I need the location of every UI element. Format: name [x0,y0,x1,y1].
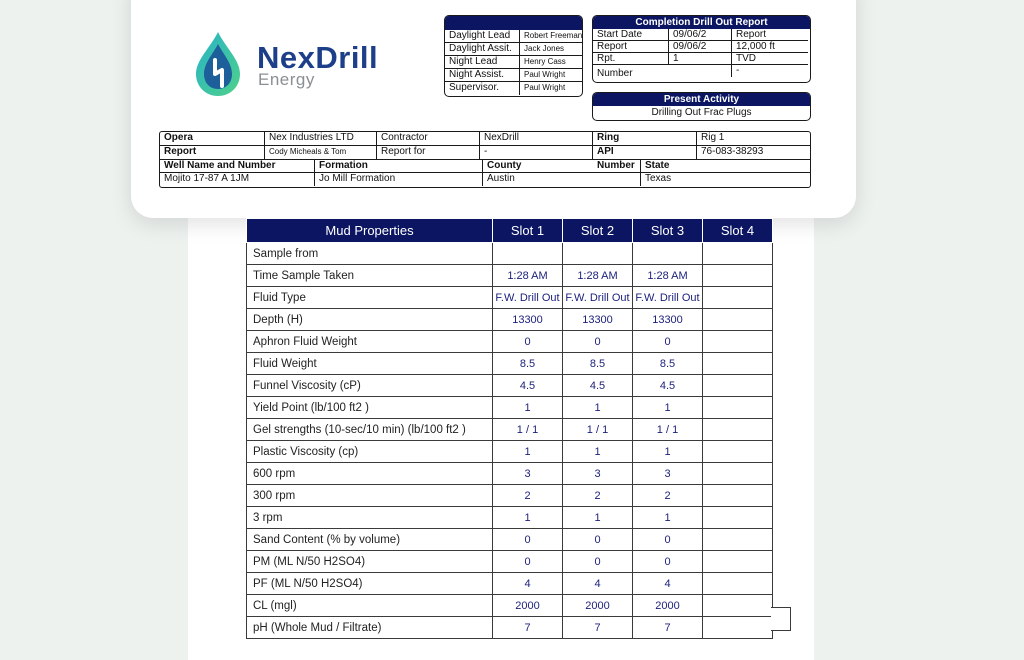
slot-2-value: 13300 [563,309,633,331]
slot-4-value [703,617,773,639]
slot-2-value: 1 / 1 [563,419,633,441]
crew-label: Night Lead [445,56,520,69]
info-label: Ring [593,132,697,146]
table-row [247,265,773,287]
activity-box [592,92,811,121]
slot-4-value [703,309,773,331]
activity-title: Present Activity [593,93,810,106]
slot-2-value [563,243,633,265]
slot-3-value: 4.5 [633,375,703,397]
info-value: - [480,146,593,160]
slot-2-value: 4 [563,573,633,595]
slot-4-value [703,507,773,529]
slot-4-value [703,529,773,551]
slot-3-value: 2 [633,485,703,507]
info-value: Cody Micheals & Tom [265,146,377,160]
slot-3-value: 0 [633,331,703,353]
slot-1-value: 0 [493,529,563,551]
info-value: NexDrill [480,132,593,146]
mud-property-label: pH (Whole Mud / Filtrate) [247,617,493,639]
info-label: Well Name and Number [160,160,315,173]
completion-value: 1 [669,53,732,65]
info-label: County [483,160,593,173]
table-row [247,419,773,441]
mud-properties-table [246,218,773,639]
slot-1-value: 1:28 AM [493,265,563,287]
slot-3-value [633,243,703,265]
slot-4-value [703,375,773,397]
slot-3-value: 2000 [633,595,703,617]
crew-label: Night Assist. [445,69,520,82]
slot-1-value: 4 [493,573,563,595]
slot-1-value: 2 [493,485,563,507]
slot-2-value: 0 [563,331,633,353]
completion-value: 09/06/2 [669,41,732,53]
slot-1-value: F.W. Drill Out [493,287,563,309]
slot-4-value [703,265,773,287]
table-row [247,441,773,463]
slot-3-value: 3 [633,463,703,485]
mud-header-row [247,219,773,243]
crew-value: Jack Jones [520,43,582,56]
slot-2-value: 1 [563,397,633,419]
slot-1-value: 1 [493,397,563,419]
info-label: Contractor [377,132,480,146]
table-row [247,529,773,551]
info-value: Texas [645,173,672,184]
info-label: Formation [315,160,483,173]
completion-label: Rpt. [593,53,669,65]
slot-1-value: 1 [493,441,563,463]
slot-4-value [703,595,773,617]
slot-1-value: 2000 [493,595,563,617]
slot-2-value: 1 [563,441,633,463]
mud-property-label: Aphron Fluid Weight [247,331,493,353]
crew-label: Daylight Lead [445,30,520,43]
mud-property-label: Funnel Viscosity (cP) [247,375,493,397]
slot-1-value: 0 [493,331,563,353]
table-row [247,595,773,617]
slot-3-value: 7 [633,617,703,639]
info-value: Jo Mill Formation [315,173,483,186]
info-label: State [641,160,810,173]
crew-value: Robert Freeman [520,30,582,43]
mud-property-label: Plastic Viscosity (cp) [247,441,493,463]
info-box [159,131,811,188]
slot-2-value: 2000 [563,595,633,617]
slot-4-value [703,397,773,419]
slot-3-value: 1 [633,507,703,529]
table-row [247,507,773,529]
slot-1-value: 3 [493,463,563,485]
slot-2-value: 0 [563,551,633,573]
brand-subtitle: Energy [258,70,315,89]
slot-3-value: 1 / 1 [633,419,703,441]
nexdrill-logo-icon [192,30,244,98]
slot-4-value [703,243,773,265]
info-label: API [593,146,697,160]
table-row [247,243,773,265]
slot-2-value: 0 [563,529,633,551]
completion-label: Number [597,68,633,77]
slot-4-value [703,463,773,485]
completion-title: Completion Drill Out Report [593,16,810,29]
crew-box [444,15,583,97]
info-label: Opera [160,132,265,146]
table-row [247,287,773,309]
table-row [247,331,773,353]
completion-box [592,15,811,83]
slot-2-value: 4.5 [563,375,633,397]
completion-value: - [736,65,740,76]
slot-1-value: 1 / 1 [493,419,563,441]
mud-header-cell: Mud Properties [247,219,493,243]
slot-4-value [703,573,773,595]
completion-value: 12,000 ft [732,41,808,53]
slot-3-value: 8.5 [633,353,703,375]
mud-property-label: CL (mgl) [247,595,493,617]
table-row [247,617,773,639]
slot-4-value [703,551,773,573]
crew-value: Paul Wright [520,69,582,82]
mud-header-cell: Slot 4 [703,219,773,243]
slot-1-value: 13300 [493,309,563,331]
activity-value: Drilling Out Frac Plugs [651,107,752,118]
mud-property-label: PF (ML N/50 H2SO4) [247,573,493,595]
info-value: Rig 1 [697,132,810,146]
slot-3-value: 1 [633,441,703,463]
mud-header-cell: Slot 3 [633,219,703,243]
info-label: Number [593,160,641,173]
table-row [247,551,773,573]
completion-value: 09/06/2 [669,29,732,41]
completion-label: TVD [732,53,808,65]
table-row [247,463,773,485]
slot-3-value: 13300 [633,309,703,331]
mud-property-label: 300 rpm [247,485,493,507]
mud-property-label: PM (ML N/50 H2SO4) [247,551,493,573]
mud-header-cell: Slot 2 [563,219,633,243]
info-label: Report [160,146,265,160]
overflow-cell [771,607,791,631]
slot-4-value [703,419,773,441]
slot-1-value: 1 [493,507,563,529]
mud-header-cell: Slot 1 [493,219,563,243]
crew-label: Supervisor. [445,82,520,95]
slot-4-value [703,287,773,309]
info-value: 76-083-38293 [697,146,810,160]
slot-1-value: 7 [493,617,563,639]
crew-value: Henry Cass [520,56,582,69]
slot-2-value: 2 [563,485,633,507]
mud-property-label: Yield Point (lb/100 ft2 ) [247,397,493,419]
slot-3-value: 0 [633,529,703,551]
slot-4-value [703,353,773,375]
info-value: Nex Industries LTD [265,132,377,146]
slot-2-value: 8.5 [563,353,633,375]
mud-property-label: 600 rpm [247,463,493,485]
slot-3-value: 4 [633,573,703,595]
info-value: Austin [483,173,641,186]
slot-1-value: 8.5 [493,353,563,375]
info-label: Report for [377,146,480,160]
mud-property-label: Gel strengths (10-sec/10 min) (lb/100 ft2 ) [247,419,493,441]
slot-3-value: 0 [633,551,703,573]
slot-3-value: F.W. Drill Out [633,287,703,309]
slot-1-value: 0 [493,551,563,573]
slot-4-value [703,331,773,353]
table-row [247,397,773,419]
table-row [247,353,773,375]
slot-3-value: 1:28 AM [633,265,703,287]
mud-property-label: Sample from [247,243,493,265]
mud-property-label: Fluid Weight [247,353,493,375]
mud-property-label: 3 rpm [247,507,493,529]
slot-1-value: 4.5 [493,375,563,397]
crew-value: Paul Wright [524,83,566,92]
slot-2-value: 1 [563,507,633,529]
slot-2-value: F.W. Drill Out [563,287,633,309]
slot-2-value: 1:28 AM [563,265,633,287]
table-row [247,485,773,507]
slot-2-value: 3 [563,463,633,485]
info-value: Mojito 17-87 A 1JM [160,173,315,186]
completion-value [669,65,732,77]
slot-4-value [703,441,773,463]
mud-property-label: Fluid Type [247,287,493,309]
completion-label: Start Date [593,29,669,41]
completion-label: Report [593,41,669,53]
table-row [247,375,773,397]
completion-label: Report [732,29,808,41]
table-row [247,309,773,331]
slot-4-value [703,485,773,507]
table-row [247,573,773,595]
slot-2-value: 7 [563,617,633,639]
mud-property-label: Time Sample Taken [247,265,493,287]
mud-property-label: Depth (H) [247,309,493,331]
mud-property-label: Sand Content (% by volume) [247,529,493,551]
slot-1-value [493,243,563,265]
crew-header [445,16,582,30]
slot-3-value: 1 [633,397,703,419]
brand-name: NexDrill [257,40,379,75]
mud-table-body [247,243,773,639]
crew-label: Daylight Assit. [445,43,520,56]
